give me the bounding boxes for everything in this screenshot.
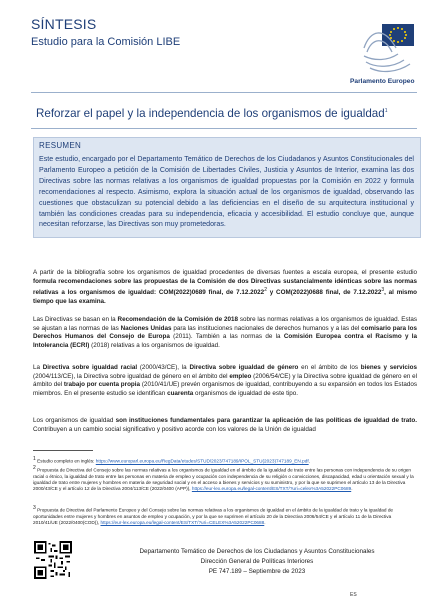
header-divider: [31, 92, 417, 93]
paragraph-2: Las Directivas se basan en la Recomendación de la Comisión de 2018 sobre las normas relativas a los organismos de igualdad. Estas se ajustan a las normas de las Naciones Unidas para las instituciones nacionales de derechos humanos y a las del comisario para los Derechos Humanos del Consejo de Europa (2011). También a las normas de la Comisión Europea contra el Racismo y la Intolerancia (ECRI) (2018) relativas a los organismos de igualdad.: [33, 316, 418, 349]
document-subtitle: Estudio para la Comisión LIBE: [31, 36, 181, 48]
qr-code-icon[interactable]: [34, 541, 72, 579]
footer-reference: PE 747.189 – Septiembre de 2023: [208, 568, 306, 575]
paragraph-3: La Directiva sobre igualdad racial (2000/43/CE), la Directiva sobre igualdad de género en el ámbito de los bienes y servicios (2004/113/CE), la Directiva sobre igualdad de género en el ámbito del empleo (2006/54/CE) y la Directiva sobre igualdad de género en el ámbito del trabajo por cuenta propia (2010/41/UE) prevén organismos de igualdad, contribuyendo a su expansión en todos los Estados miembros. En el presente estudio se identifican cuarenta organismos de igualdad de este tipo.: [33, 364, 417, 397]
summary-text: Este estudio, encargado por el Departamento Temático de Derechos de los Ciudadanos y Asuntos Constitucionales del Parlamento Europeo a petición de la Comisión de Libertades Civiles, Justicia y Asuntos de Interior, examina las dos Directivas sobre las normas relativas a los organismos de igualdad propuestas por la Comisión en 2022 y formula recomendaciones al respecto. Asimismo, explora la situación actual de los organismos de igualdad, observando las cuestiones que obstaculizan su potencial debido a las deficiencias en el diseño de su arquitectura institucional y también las condiciones creadas para su independencia, eficacia y accesibilidad. El estudio concluye que, aunque necesitan reforzarse, las Directivas son muy prometedoras.: [39, 155, 414, 229]
document-code: ES: [350, 592, 357, 598]
footnote-1: $^1$ Estudio completo en inglés: https://www.europarl.europa.eu/RegData/etudes/STUD/2023/747189/IPOL_STU(2023)747189_EN.pdf.: [33, 456, 310, 464]
document-kicker: SÍNTESIS: [31, 16, 97, 32]
summary-label: RESUMEN: [39, 141, 82, 150]
paragraph-4: Los organismos de igualdad son instituciones fundamentales para garantizar la aplicación de las políticas de igualdad de trato. Contribuyen a un cambio social significativo y positivo acorde con los valores de la Unión de igualdad: [33, 417, 417, 433]
title-divider: [31, 128, 417, 129]
page-title: Reforzar el papel y la independencia de los organismos de igualdad$^1$: [36, 107, 388, 120]
footnote-3: $^3$ Propuesta de Directiva del Parlamento Europeo y del Consejo sobre las normas relativas a los organismos de igualdad en el ámbito de la igualdad de trato y la igualdad de oportunidades entre mujeres y hombres en asuntos de empleo y ocupación, y por la que se suprimen el artículo 20 de la Directiva 2006/54/CE y el artículo 11 de la Directiva 2010/41/UE (2022/0400(COD)), https://eur-lex.europa.eu/legal-content/ES/TXT/?uri=CELEX%3A52022PC0688.: [33, 505, 394, 525]
footer-directorate: Dirección General de Políticas Interiores: [200, 558, 314, 565]
footnote-rule: [33, 450, 93, 451]
footnote-2: $^2$ Propuesta de Directiva del Consejo sobre las normas relativas a los organismos de igualdad en el ámbito de la igualdad de trato entre las personas con independencia de su origen racial o étnico, la igualdad de trato entre las personas en materia de empleo y ocupación con independencia de su religión o convicciones, discapacidad, edad u orientación sexual y la igualdad de trato entre mujeres y hombres en materia de seguridad social y en el acceso a bienes y servicios y su suministro, y por la que se suprimen el artículo 13 de la Directiva 2000/43/CE y el artículo 12 de la Directiva 2004/113/CE (2022/0400 (APP)), https://eur-lex.europa.eu/legal-content/ES/TXT/?uri=celex%3A52022PC0689.: [33, 465, 414, 492]
logo-caption: Parlamento Europeo: [350, 78, 415, 85]
footnote-3-link[interactable]: https://eur-lex.europa.eu/legal-content/ES/TXT/?uri=CELEX%3A52022PC0688: [100, 519, 265, 525]
footer-department: Departamento Temático de Derechos de los Ciudadanos y Asuntos Constitucionales: [139, 548, 375, 555]
paragraph-1: A partir de la bibliografía sobre los organismos de igualdad procedentes de diversas fuentes a escala europea, el presente estudio formula recomendaciones sobre las propuestas de la Comisión de dos Directivas sustancialmente idénticas sobre las normas relativas a los organismos de igualdad: COM(2022)0689 final, de 7.12.2022$^2$ y COM(2022)0688 final, de 7.12.2022$^3$, al mismo tiempo que las examina.: [33, 269, 417, 305]
footnote-2-link[interactable]: https://eur-lex.europa.eu/legal-content/ES/TXT/?uri=celex%3A52022PC0689: [191, 486, 352, 492]
footnote-1-link[interactable]: https://www.europarl.europa.eu/RegData/etudes/STUD/2023/747189/IPOL_STU(2023)747189_EN.pdf: [95, 458, 309, 464]
european-parliament-logo-icon: [362, 18, 417, 78]
